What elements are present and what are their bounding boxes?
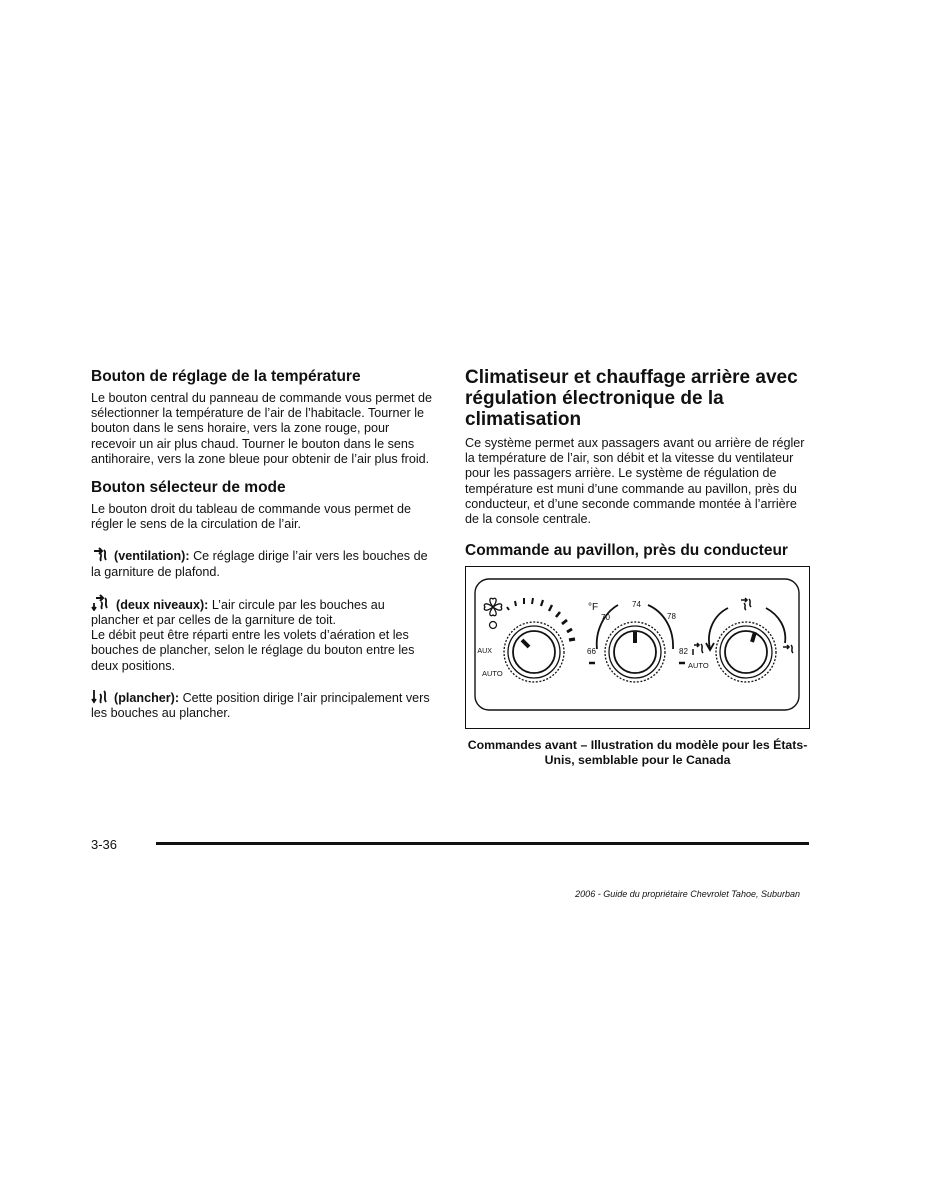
guide-title: 2006 - Guide du propriétaire Chevrolet Tahoe, Suburban — [575, 889, 800, 899]
right-column — [465, 367, 810, 768]
floor-paragraph — [91, 688, 436, 721]
fan-speed-ticks — [507, 598, 575, 640]
auto-label-right: AUTO — [688, 661, 709, 671]
mode-vent-icon — [741, 598, 751, 610]
vent-mode-icon — [91, 546, 109, 562]
fan-knob — [504, 622, 564, 682]
off-indicator — [490, 622, 497, 629]
left-column — [91, 367, 436, 732]
floor-mode-icon — [91, 688, 109, 704]
mode-arc-right — [766, 608, 785, 643]
mode-bilevel-icon — [693, 643, 703, 655]
figure-caption: Commandes avant – Illustration du modèle pour les États-Unis, semblable pour le Canada — [467, 738, 808, 768]
floor-text: Cette position dirige l’air principalement vers les bouches au plancher. — [91, 690, 430, 721]
temperature-paragraph: Le bouton central du panneau de commande vous permet de sélectionner la température de l’air de l’habitacle. Tourner le bouton dans le sens horaire, vers la zone rouge, pour recevoir un air plus chaud. Tourner le bouton dans le sens antihoraire, vers la zone bleue pour obtenir de l’air plus froid. — [91, 391, 432, 466]
mode-arc-left — [709, 608, 728, 649]
driver-control-heading: Commande au pavillon, près du conducteur — [465, 542, 788, 560]
floor-term: (plancher): — [114, 690, 180, 705]
bilevel-term: (deux niveaux): — [116, 597, 209, 612]
mode-floor-icon — [783, 645, 793, 653]
aux-label: AUX — [477, 646, 493, 656]
temp-74-label: 74 — [632, 600, 641, 610]
footer-rule — [156, 842, 809, 845]
bilevel-paragraph — [91, 594, 436, 674]
temp-scale-arc-left — [597, 605, 618, 649]
bilevel-text: L’air circule par les bouches au plancher et par celles de la garniture de toit. — [91, 597, 385, 628]
vent-term: (ventilation): — [114, 549, 190, 564]
mode-knob — [716, 622, 776, 682]
temp-82-label: 82 — [679, 647, 688, 657]
control-panel-figure — [465, 566, 810, 729]
temp-78-label: 78 — [667, 612, 676, 622]
auto-label-left: AUTO — [482, 669, 503, 679]
temperature-heading: Bouton de réglage de la température — [91, 368, 361, 385]
rear-climate-paragraph: Ce système permet aux passagers avant ou arrière de régler la température de l’air, son débit et la vitesse du ventilateur pour les passagers arrière. Le système de régulation de température est muni d’une commande au pavillon, près du conducteur, et d’une seconde commande montée à l’arrière de la console centrale. — [465, 436, 805, 527]
bilevel-mode-icon — [91, 594, 111, 611]
control-panel-illustration — [466, 567, 809, 728]
fan-icon — [484, 598, 501, 615]
bilevel-text-2: Le débit peut être réparti entre les volets d’aération et les bouches de plancher, selon le réglage du bouton entre les deux positions. — [91, 628, 415, 673]
vent-paragraph — [91, 546, 436, 579]
page-number: 3-36 — [91, 837, 118, 852]
rear-climate-heading: Climatiseur et chauffage arrière avec régulation électronique de la climatisation — [465, 367, 798, 430]
unit-label: °F — [588, 602, 599, 614]
temp-66-label: 66 — [587, 647, 596, 657]
temperature-knob — [605, 622, 665, 682]
vent-text: Ce réglage dirige l’air vers les bouches de la garniture de plafond. — [91, 549, 428, 579]
mode-paragraph: Le bouton droit du tableau de commande vous permet de régler le sens de la circulation de l’air. — [91, 502, 411, 532]
mode-heading: Bouton sélecteur de mode — [91, 479, 286, 497]
temp-70-label: 70 — [601, 613, 610, 623]
